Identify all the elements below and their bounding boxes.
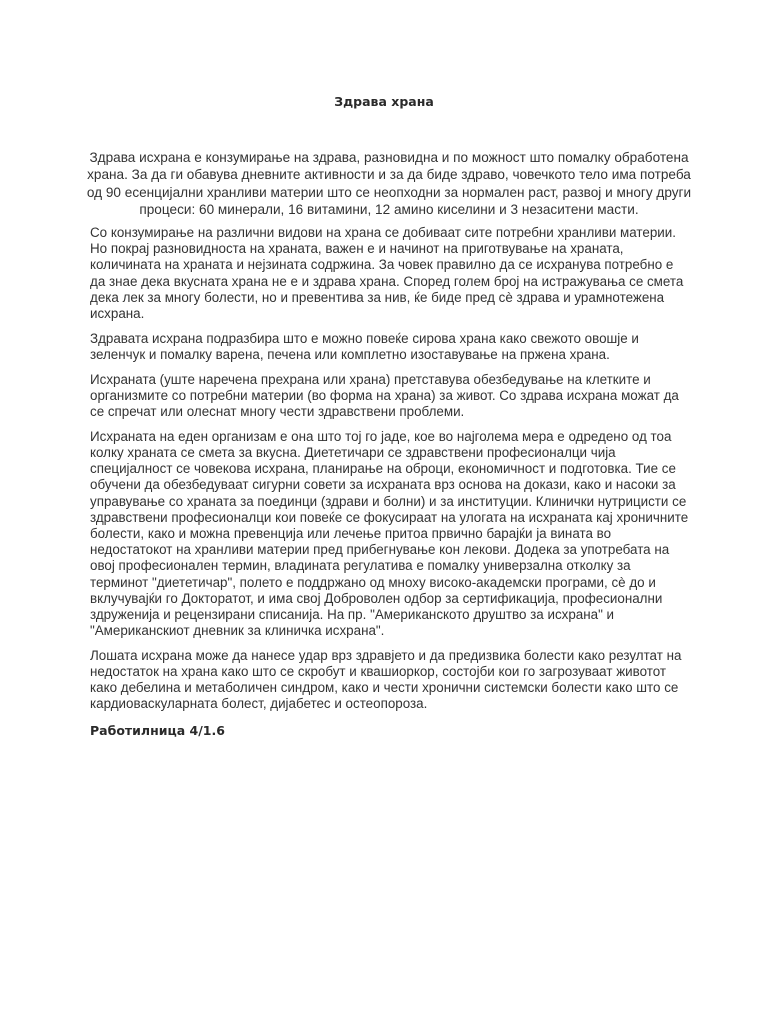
document-body bbox=[90, 225, 690, 739]
document-title: Здрава храна bbox=[334, 94, 434, 109]
workshop-label: Работилница 4/1.6 bbox=[90, 722, 225, 738]
paragraph-raw-food: Здравата исхрана подразбира што е можно повеќе сирова храна како свежото овошје и зеленчук и помалку варена, печена или комплетно изоставување на пржена храна. bbox=[90, 330, 639, 362]
intro-paragraph: Здрава исхрана е конзумирање на здрава, разновидна и по можност што помалку обработена храна. За да ги обавува дневните активности и за да биде здраво, човечкото тело има потреба од 90 есенцијални хранливи материи што се неопходни за нормален раст, развој и многу други процеси: 60 минерали, 16 витамини, 12 амино киселини и 3 незаситени масти. bbox=[86, 150, 692, 217]
paragraph-poor-nutrition: Лошата исхрана може да нанесе удар врз здравјето и да предизвика болести како резултат на недостаток на храна како што се скробут и квашиоркор, состојби кои го загрозуваат животот како дебелина и метаболичен синдром, како и чести хронични системски болести како што се кардиоваскуларната болест, дијабетес и остеопороза. bbox=[90, 647, 682, 712]
paragraph-dietitians: Исхраната на еден организам е она што тој го јаде, кое во најголема мера е одредено од тоа колку храната се смета за вкусна. Диететичари се здравствени професионалци чија специјалност се човекова исхрана, планирање на оброци, економичност и подготовка. Тие се обучени да обезбедуваат сигурни совети за исхраната врз основа на докази, како и насоки за управување со храната за поединци (здрави и болни) и за институции. Клинички нутрицисти се здравствени професионалци кои повеќе се фокусираат на улогата на исхраната кај хроничните болести, како и можна превенција или лечење притоа првично барајќи ја вината во недостатокот на хранливи материи пред прибегнување кон лекови. Додека за употребата на овој професионален термин, владината регулатива е помалку универзална отколку за терминот "диететичар", полето е поддржано од мноху високо-академски програми, сè до и вклучувајќи го Докторатот, и има свој Доброволен одбор за сертификација, професионални здруженија и рецензирани списанија. На пр. "Американското друштво за исхрана" и "Американскиот дневник за клиничка исхрана". bbox=[90, 428, 689, 639]
paragraph-nutrition-definition: Исхраната (уште наречена прехрана или храна) претставува обезбедување на клетките и организмите со потребни материи (во форма на храна) за живот. Со здрава исхрана можат да се спречат или олеснат многу чести здравствени проблеми. bbox=[90, 371, 679, 420]
paragraph-food-variety: Со конзумирање на различни видови на храна се добиваат сите потребни хранливи материи. Но покрај разновидноста на храната, важен е и начинот на приготвување на храната, количината на храната и нејзината содржина. За човек правилно да се исхранува потребно е да знае дека вкусната храна не е и здрава храна. Според голем број на истражувања се смета дека лек за многу болести, но и превентива за нив, ќе биде пред сè здрава и урамнотежена исхрана. bbox=[90, 225, 684, 322]
